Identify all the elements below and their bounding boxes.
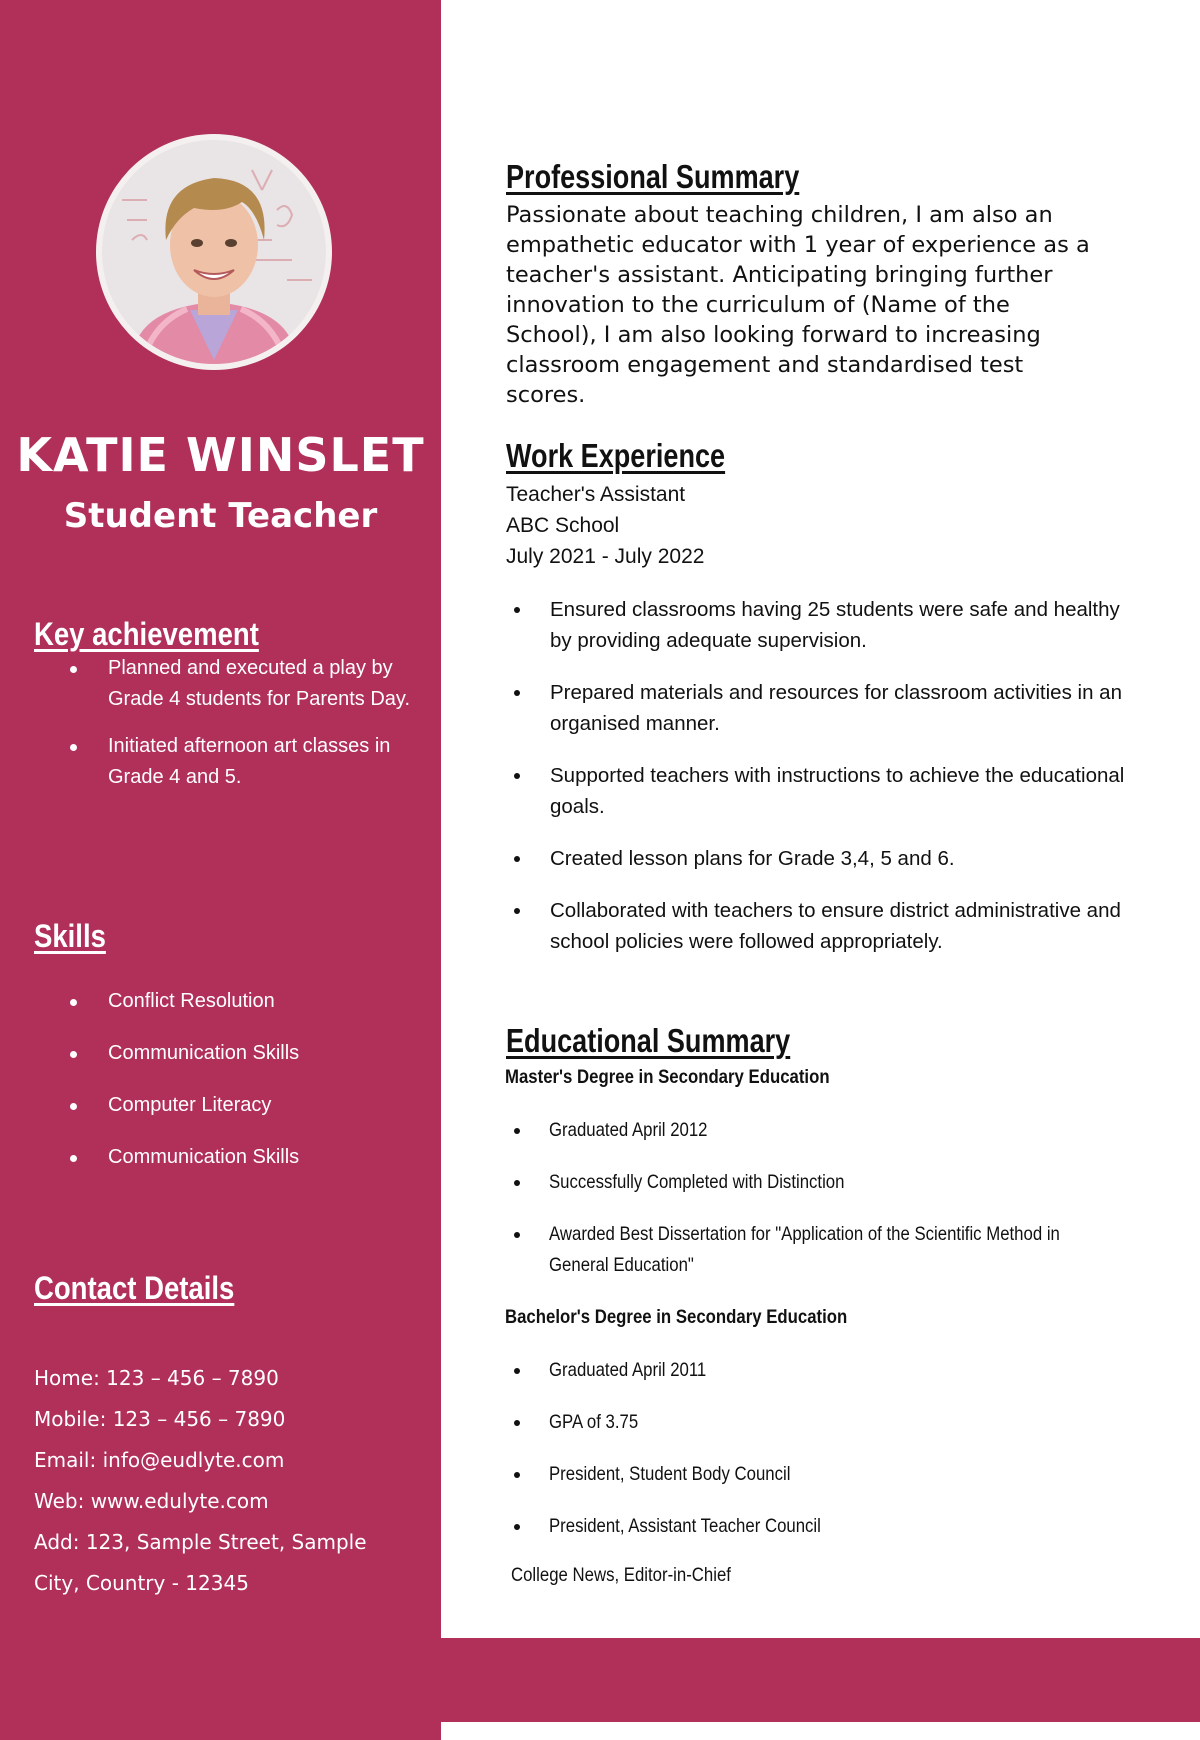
bullet-icon <box>70 1051 77 1058</box>
job-company: ABC School <box>506 514 620 537</box>
contact-web[interactable]: Web: www.edulyte.com <box>34 1489 269 1513</box>
masters-degree: Master's Degree in Secondary Education <box>505 1066 830 1088</box>
list-item: Graduated April 2012 <box>505 1115 1145 1146</box>
bullet-icon <box>514 1232 520 1238</box>
list-item: GPA of 3.75 <box>505 1407 1145 1438</box>
list-item: Prepared materials and resources for classroom activities in an organised manner. <box>506 677 1126 739</box>
bullet-icon <box>70 1155 77 1162</box>
contact-heading: Contact Details <box>34 1270 235 1306</box>
bullet-icon <box>514 1420 520 1426</box>
list-item: Created lesson plans for Grade 3,4, 5 and 6. <box>506 843 1126 874</box>
list-item: Ensured classrooms having 25 students were safe and healthy by providing adequate supervision. <box>506 594 1126 656</box>
work-experience-heading: Work Experience <box>506 437 726 474</box>
skills-list <box>70 986 410 1173</box>
professional-summary-text: Passionate about teaching children, I am also an empathetic educator with 1 year of experience as a teacher's assistant. Anticipating bringing further innovation to the curriculum of (Name of the School), I am also looking forward to increasing classroom engagement and standardised test scores. <box>506 202 1090 408</box>
list-item: Supported teachers with instructions to achieve the educational goals. <box>506 760 1126 822</box>
bullet-icon <box>514 856 520 862</box>
candidate-role: Student Teacher <box>63 496 378 536</box>
job-title: Teacher's Assistant <box>506 483 686 506</box>
list-item: President, Assistant Teacher Council <box>505 1511 1145 1542</box>
work-experience-list <box>506 594 1126 957</box>
professional-summary-heading: Professional Summary <box>506 158 800 195</box>
list-item: Computer Literacy <box>70 1090 410 1121</box>
list-item: Communication Skills <box>70 1142 410 1173</box>
bullet-icon <box>514 690 520 696</box>
candidate-name: KATIE WINSLET <box>16 428 425 482</box>
contact-address: Add: 123, Sample Street, Sample City, Country - 12345 <box>34 1530 367 1595</box>
key-achievement-heading: Key achievement <box>34 616 259 652</box>
bullet-icon <box>70 999 77 1006</box>
list-item: President, Student Body Council <box>505 1459 1145 1490</box>
masters-list <box>505 1115 1145 1281</box>
list-item: Planned and executed a play by Grade 4 students for Parents Day. <box>70 653 410 715</box>
list-item: Successfully Completed with Distinction <box>505 1167 1145 1198</box>
skills-heading: Skills <box>34 918 106 954</box>
list-item: Initiated afternoon art classes in Grade 4 and 5. <box>70 731 410 793</box>
list-item: Collaborated with teachers to ensure district administrative and school policies were followed appropriately. <box>506 895 1126 957</box>
list-item: Graduated April 2011 <box>505 1355 1145 1386</box>
bullet-icon <box>514 1368 520 1374</box>
contact-email[interactable]: Email: info@eudlyte.com <box>34 1448 285 1472</box>
profile-photo <box>102 140 326 364</box>
bullet-icon <box>70 744 77 751</box>
bullet-icon <box>514 1524 520 1530</box>
bullet-icon <box>514 607 520 613</box>
bullet-icon <box>70 1103 77 1110</box>
bullet-icon <box>70 666 77 673</box>
contact-home: Home: 123 – 456 – 7890 <box>34 1366 279 1390</box>
bottom-accent-band <box>441 1638 1200 1722</box>
list-item: Conflict Resolution <box>70 986 410 1017</box>
bullet-icon <box>514 1128 520 1134</box>
education-note: College News, Editor-in-Chief <box>511 1564 731 1586</box>
bachelors-degree: Bachelor's Degree in Secondary Education <box>505 1306 848 1328</box>
job-period: July 2021 - July 2022 <box>506 545 705 568</box>
key-achievement-list <box>70 653 410 793</box>
bullet-icon <box>514 1472 520 1478</box>
list-item: Awarded Best Dissertation for "Application of the Scientific Method in General Education" <box>505 1219 1145 1281</box>
bullet-icon <box>514 1180 520 1186</box>
list-item: Communication Skills <box>70 1038 410 1069</box>
contact-mobile: Mobile: 123 – 456 – 7890 <box>34 1407 286 1431</box>
educational-summary-heading: Educational Summary <box>506 1022 791 1059</box>
bullet-icon <box>514 908 520 914</box>
bachelors-list <box>505 1355 1145 1542</box>
contact-details <box>34 1358 414 1604</box>
bullet-icon <box>514 773 520 779</box>
